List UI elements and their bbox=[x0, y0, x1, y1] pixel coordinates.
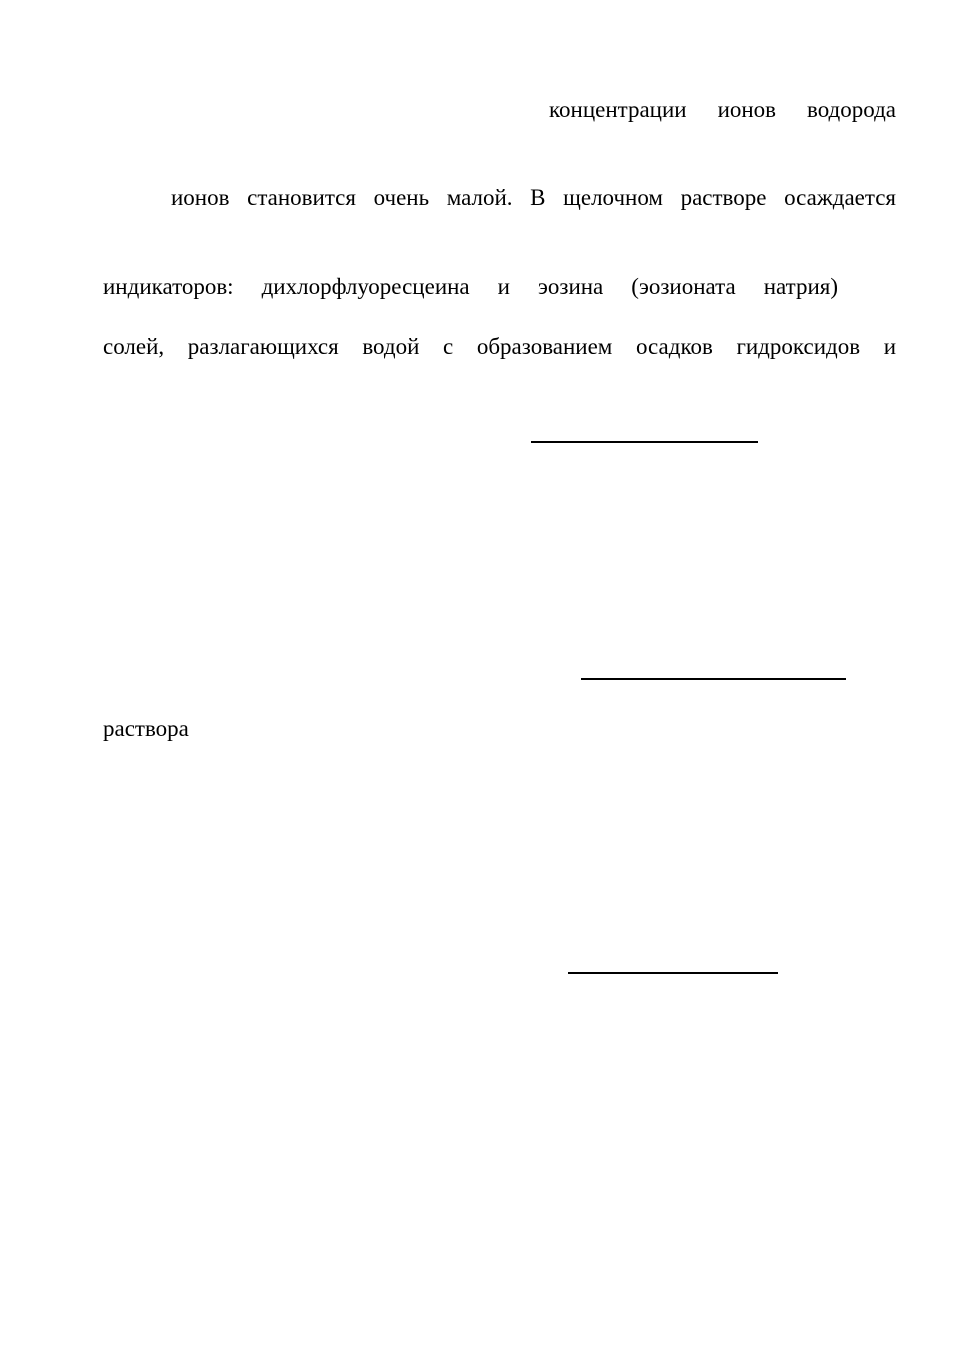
text-line-3: индикаторов: дихлорфлуоресцеина и эозина (эозионата натрия) bbox=[103, 274, 838, 299]
horizontal-rule bbox=[531, 441, 758, 443]
text-line-4: солей, разлагающихся водой с образованием осадков гидроксидов и bbox=[103, 334, 896, 359]
text-line-2: ионов становится очень малой. В щелочном растворе осаждается bbox=[171, 185, 896, 210]
horizontal-rule bbox=[581, 678, 846, 680]
text-line-5: раствора bbox=[103, 716, 189, 741]
horizontal-rule bbox=[568, 972, 778, 974]
text-line-1: концентрации ионов водорода bbox=[549, 97, 896, 122]
